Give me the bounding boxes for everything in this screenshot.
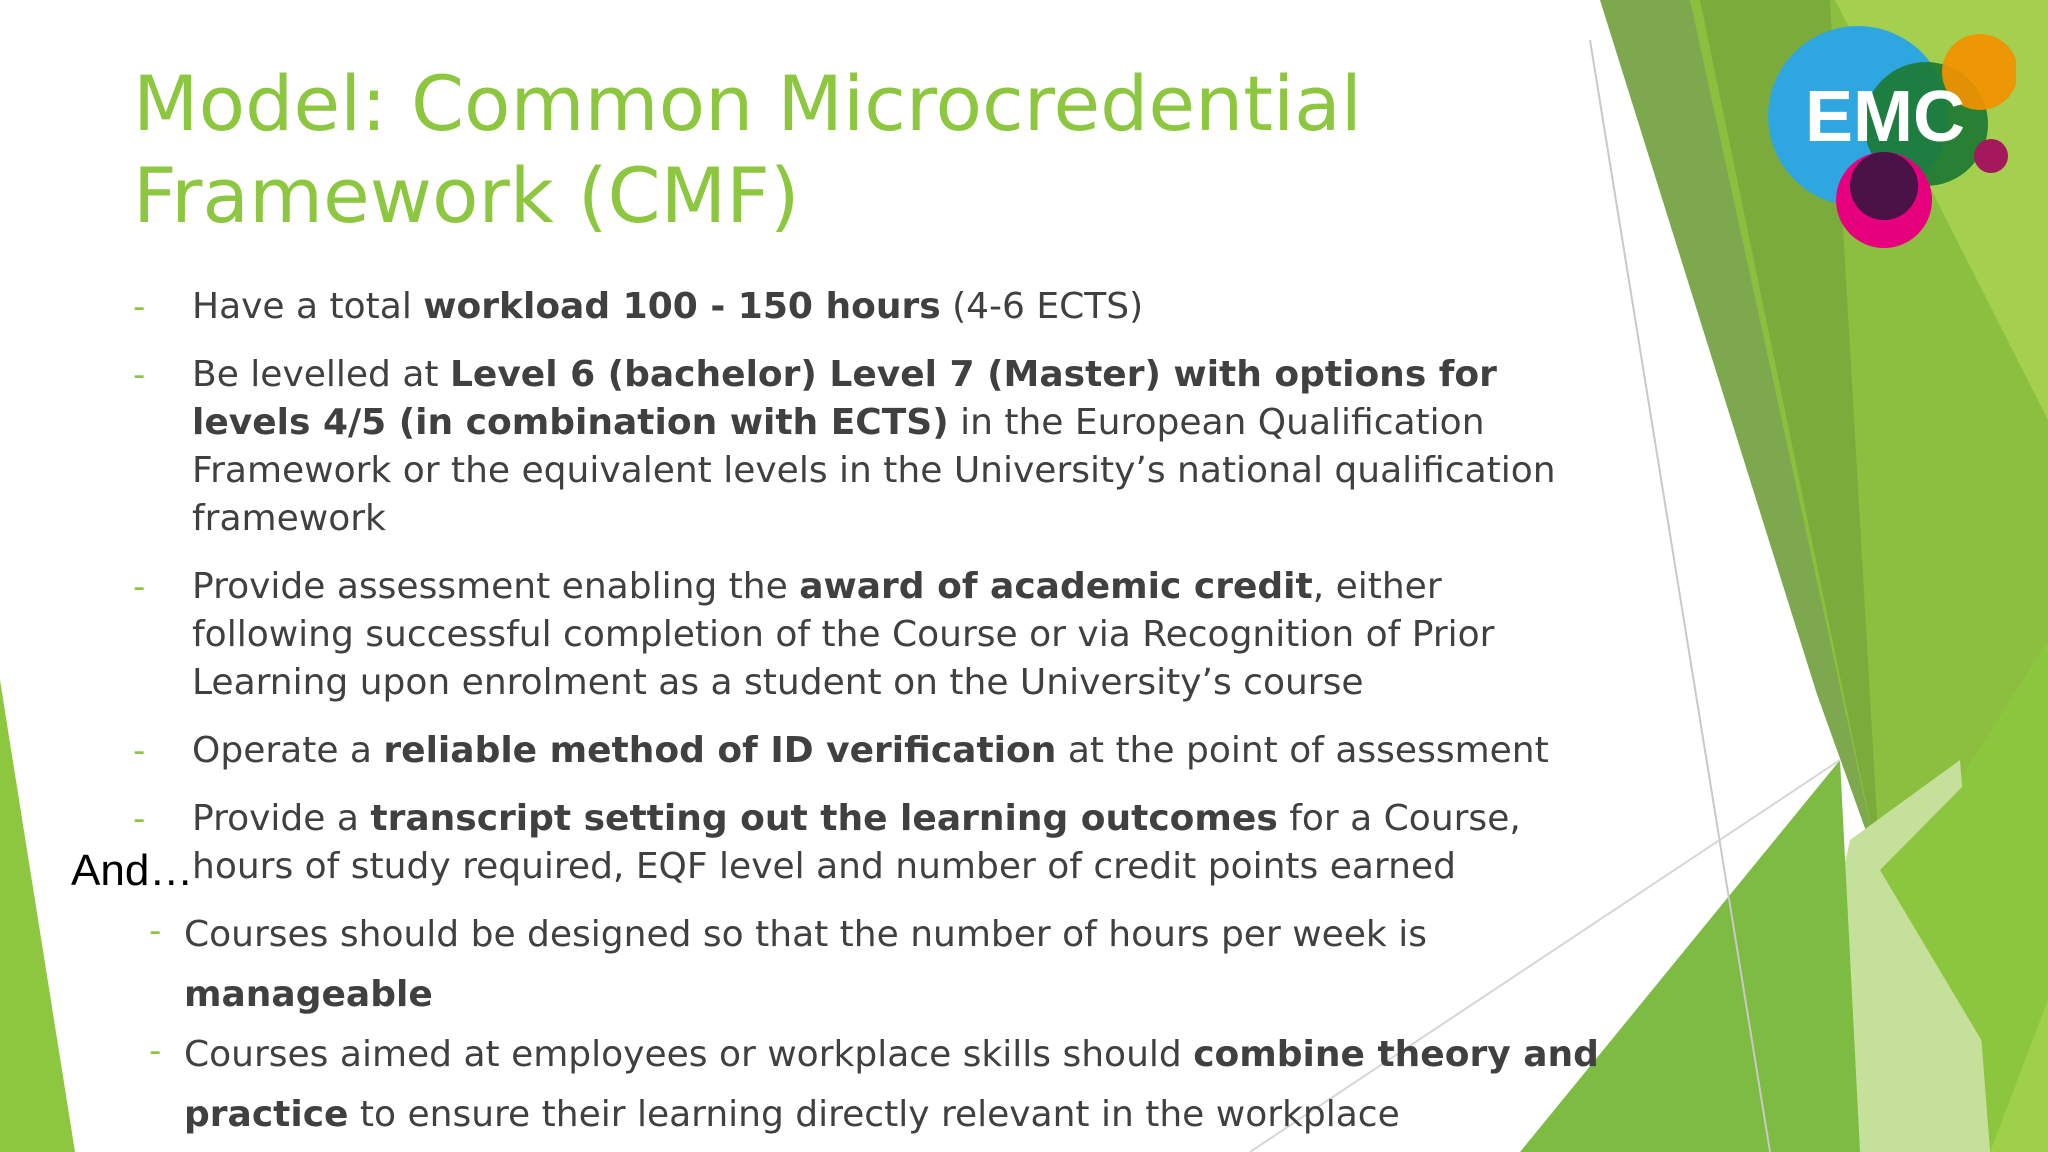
list-item-text [184, 905, 1609, 1025]
text-segment: in the European Qualification Framework or the equivalent levels in the University’s national qualification framework [192, 402, 1556, 539]
text-segment: Courses aimed at employees or workplace skills should [184, 1034, 1194, 1075]
list-item-text [192, 351, 1573, 543]
text-segment: to ensure their learning directly relevant in the workplace [348, 1094, 1400, 1135]
bullet-dash: - [133, 567, 146, 607]
list-item [133, 795, 1573, 891]
requirements-list [133, 283, 1573, 911]
bullet-dash: - [133, 355, 146, 395]
logo-circle-plum [1974, 139, 2008, 173]
title-line-2: Framework (CMF) [133, 151, 800, 240]
emc-logo [1766, 16, 2016, 256]
text-segment: Courses should be designed so that the number of hours per week is [184, 914, 1427, 955]
text-segment: at the point of assessment [1056, 730, 1549, 771]
bullet-dash: - [133, 287, 146, 327]
and-label: And… [71, 846, 194, 895]
bullet-dash: - [149, 911, 162, 951]
slide-title [133, 58, 1533, 242]
bold-segment: Level 6 (bachelor) Level 7 (Master) with options for levels 4/5 (in combination with ECTS) [192, 354, 1497, 443]
text-segment: Have a total [192, 286, 424, 327]
bold-segment: award of academic credit [799, 566, 1313, 607]
text-segment: Be levelled at [192, 354, 450, 395]
bold-segment: transcript setting out the learning outcomes [370, 798, 1278, 839]
list-item-text [192, 283, 1573, 331]
bold-segment: manageable [184, 974, 433, 1015]
logo-circle-purple [1850, 152, 1918, 220]
bullet-dash: - [149, 1031, 162, 1071]
list-item [133, 283, 1573, 331]
text-segment: , either following successful completion of the Course or via Recognition of Prior Learning upon enrolment as a student on the University’s course [192, 566, 1495, 703]
list-item [133, 727, 1573, 775]
list-item [149, 1025, 1609, 1145]
text-segment: Provide a [192, 798, 371, 839]
bold-segment: reliable method of ID verification [383, 730, 1057, 771]
bold-segment: workload 100 - 150 hours [423, 286, 941, 327]
list-item-text [192, 795, 1573, 891]
list-item [149, 905, 1609, 1025]
text-segment: Operate a [192, 730, 384, 771]
title-line-1: Model: Common Microcredential [133, 59, 1362, 148]
bullet-dash: - [133, 799, 146, 839]
bullet-dash: - [133, 731, 146, 771]
list-item [133, 351, 1573, 543]
logo-text: EMC [1805, 77, 1965, 157]
list-item-text [184, 1025, 1609, 1145]
text-segment: Provide assessment enabling the [192, 566, 800, 607]
list-item-text [192, 727, 1573, 775]
list-item [133, 563, 1573, 707]
text-segment: (4-6 ECTS) [940, 286, 1144, 327]
text-segment: for a Course, hours of study required, EQF level and number of credit points earned [192, 798, 1521, 887]
bold-segment: combine theory and practice [184, 1034, 1599, 1135]
additional-list [149, 905, 1609, 1145]
list-item-text [192, 563, 1573, 707]
